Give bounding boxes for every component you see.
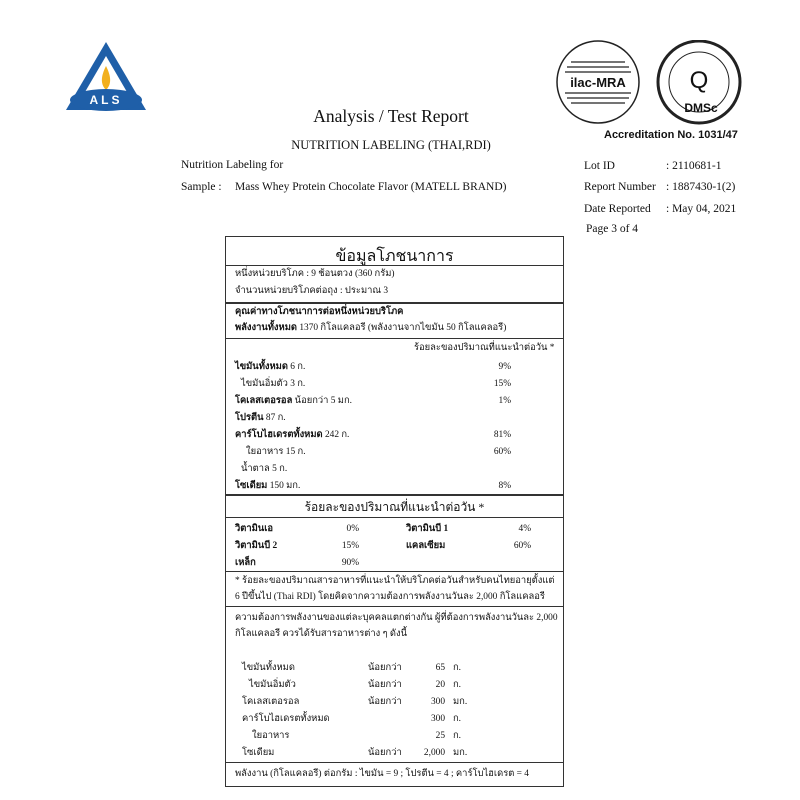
energy-value: 1370 กิโลแคลอรี (พลังงานจากไขมัน 50 กิโลแคลอรี): [299, 323, 507, 333]
energy-note-line-1: ความต้องการพลังงานของแต่ละบุคคลแตกต่างกัน ผู้ที่ต้องการพลังงานวันละ 2,000: [235, 613, 558, 623]
accreditation-number: Accreditation No. 1031/47: [604, 129, 738, 141]
svg-text:Q: Q: [689, 67, 709, 94]
serving-size: หนึ่งหน่วยบริโภค : 9 ช้อนตวง (360 กรัม): [235, 269, 395, 279]
limit-label: ไขมันทั้งหมด: [242, 663, 295, 673]
nutrient-row: คาร์โบไฮเดรตทั้งหมด 242 ก.: [235, 430, 350, 440]
lot-value: : 2110681-1: [666, 160, 722, 172]
nutrient-pct: 1%: [498, 396, 511, 406]
date-reported-value: : May 04, 2021: [666, 203, 737, 215]
limit-label: โซเดียม: [242, 748, 275, 758]
vitamin-label: เหล็ก: [235, 558, 256, 568]
limit-unit: มก.: [453, 748, 468, 758]
sample-value: Mass Whey Protein Chocolate Flavor (MATELL BRAND): [235, 181, 507, 193]
limit-unit: ก.: [453, 714, 462, 724]
page-number: Page 3 of 4: [586, 223, 639, 235]
limit-label: ใยอาหาร: [252, 731, 290, 741]
limit-value: 2,000: [423, 748, 445, 758]
vitamin-label: วิตามินบี 2: [235, 541, 278, 551]
nutrient-row: ไขมันทั้งหมด 6 ก.: [235, 362, 306, 372]
nutrient-pct: 81%: [493, 430, 511, 440]
per-serving-heading: คุณค่าทางโภชนาการต่อหนึ่งหน่วยบริโภค: [235, 307, 404, 317]
limit-qualifier: น้อยกว่า: [368, 748, 402, 758]
limit-label: คาร์โบไฮเดรตทั้งหมด: [242, 714, 330, 724]
servings-per-container: จำนวนหน่วยบริโภคต่อถุง : ประมาณ 3: [235, 286, 389, 296]
energy-note-line-2: กิโลแคลอรี ควรได้รับสารอาหารต่าง ๆ ดังนี้: [235, 629, 408, 639]
limit-qualifier: น้อยกว่า: [368, 680, 402, 690]
vitamin-label: วิตามินบี 1: [406, 524, 449, 534]
date-reported-label: Date Reported: [584, 203, 651, 215]
report-subtitle: NUTRITION LABELING (THAI,RDI): [291, 138, 491, 152]
limit-label: โคเลสเตอรอล: [242, 697, 300, 707]
nutrient-pct: 8%: [498, 481, 511, 491]
nutrient-pct: 60%: [493, 447, 511, 457]
limit-value: 20: [435, 680, 445, 690]
vitamin-pct: 15%: [341, 541, 359, 551]
report-title: Analysis / Test Report: [313, 106, 469, 126]
nutrient-row: ไขมันอิ่มตัว 3 ก.: [241, 379, 306, 389]
sample-label: Sample :: [181, 181, 222, 193]
limit-value: 300: [430, 714, 445, 724]
limit-unit: ก.: [453, 731, 462, 741]
als-logo: [64, 40, 148, 116]
report-number-value: : 1887430-1(2): [666, 181, 736, 193]
nutrient-row: ใยอาหาร 15 ก.: [246, 447, 306, 457]
vitamin-pct: 90%: [341, 558, 359, 568]
limit-label: ไขมันอิ่มตัว: [249, 680, 296, 690]
limit-value: 25: [435, 731, 445, 741]
vitamin-pct: 0%: [346, 524, 359, 534]
vitamin-heading: ร้อยละของปริมาณที่แนะนำต่อวัน *: [304, 500, 485, 514]
pct-dv-heading: ร้อยละของปริมาณที่แนะนำต่อวัน *: [414, 343, 555, 353]
ilac-mra-text: ilac-MRA: [570, 75, 626, 90]
limit-value: 65: [435, 663, 445, 673]
energy-row: [235, 324, 506, 333]
lot-label: Lot ID: [584, 160, 615, 172]
limit-unit: ก.: [453, 680, 462, 690]
nutrient-pct: 15%: [493, 379, 511, 389]
dmsc-logo-text: DMSc: [684, 101, 718, 115]
vitamin-pct: 4%: [518, 524, 531, 534]
limit-unit: มก.: [453, 697, 468, 707]
energy-label: พลังงานทั้งหมด: [235, 323, 297, 333]
nutrient-pct: 9%: [498, 362, 511, 372]
nutrient-row: โคเลสเตอรอล น้อยกว่า 5 มก.: [235, 396, 352, 406]
limit-qualifier: น้อยกว่า: [368, 697, 402, 707]
footnote-line-1: * ร้อยละของปริมาณสารอาหารที่แนะนำให้บริโภคต่อวันสำหรับคนไทยอายุตั้งแต่: [235, 576, 555, 586]
labeling-for: Nutrition Labeling for: [181, 159, 284, 171]
nutrient-row: โซเดียม 150 มก.: [235, 481, 301, 491]
footnote-line-2: 6 ปีขึ้นไป (Thai RDI) โดยคิดจากความต้องการพลังงานวันละ 2,000 กิโลแคลอรี: [235, 592, 545, 602]
nutrition-facts-panel: [225, 236, 564, 787]
report-number-label: Report Number: [584, 181, 656, 193]
limit-value: 300: [430, 697, 445, 707]
limit-unit: ก.: [453, 663, 462, 673]
limit-qualifier: น้อยกว่า: [368, 663, 402, 673]
vitamin-label: แคลเซียม: [406, 541, 446, 551]
nutrient-row: น้ำตาล 5 ก.: [241, 464, 288, 474]
nutrient-row: โปรตีน 87 ก.: [235, 413, 286, 423]
energy-per-gram: พลังงาน (กิโลแคลอรี) ต่อกรัม : ไขมัน = 9 ; โปรตีน = 4 ; คาร์โบไฮเดรต = 4: [235, 769, 529, 779]
vitamin-pct: 60%: [513, 541, 531, 551]
als-logo-text: ALS: [89, 93, 123, 107]
panel-title: ข้อมูลโภชนาการ: [335, 248, 454, 265]
vitamin-label: วิตามินเอ: [235, 524, 274, 534]
